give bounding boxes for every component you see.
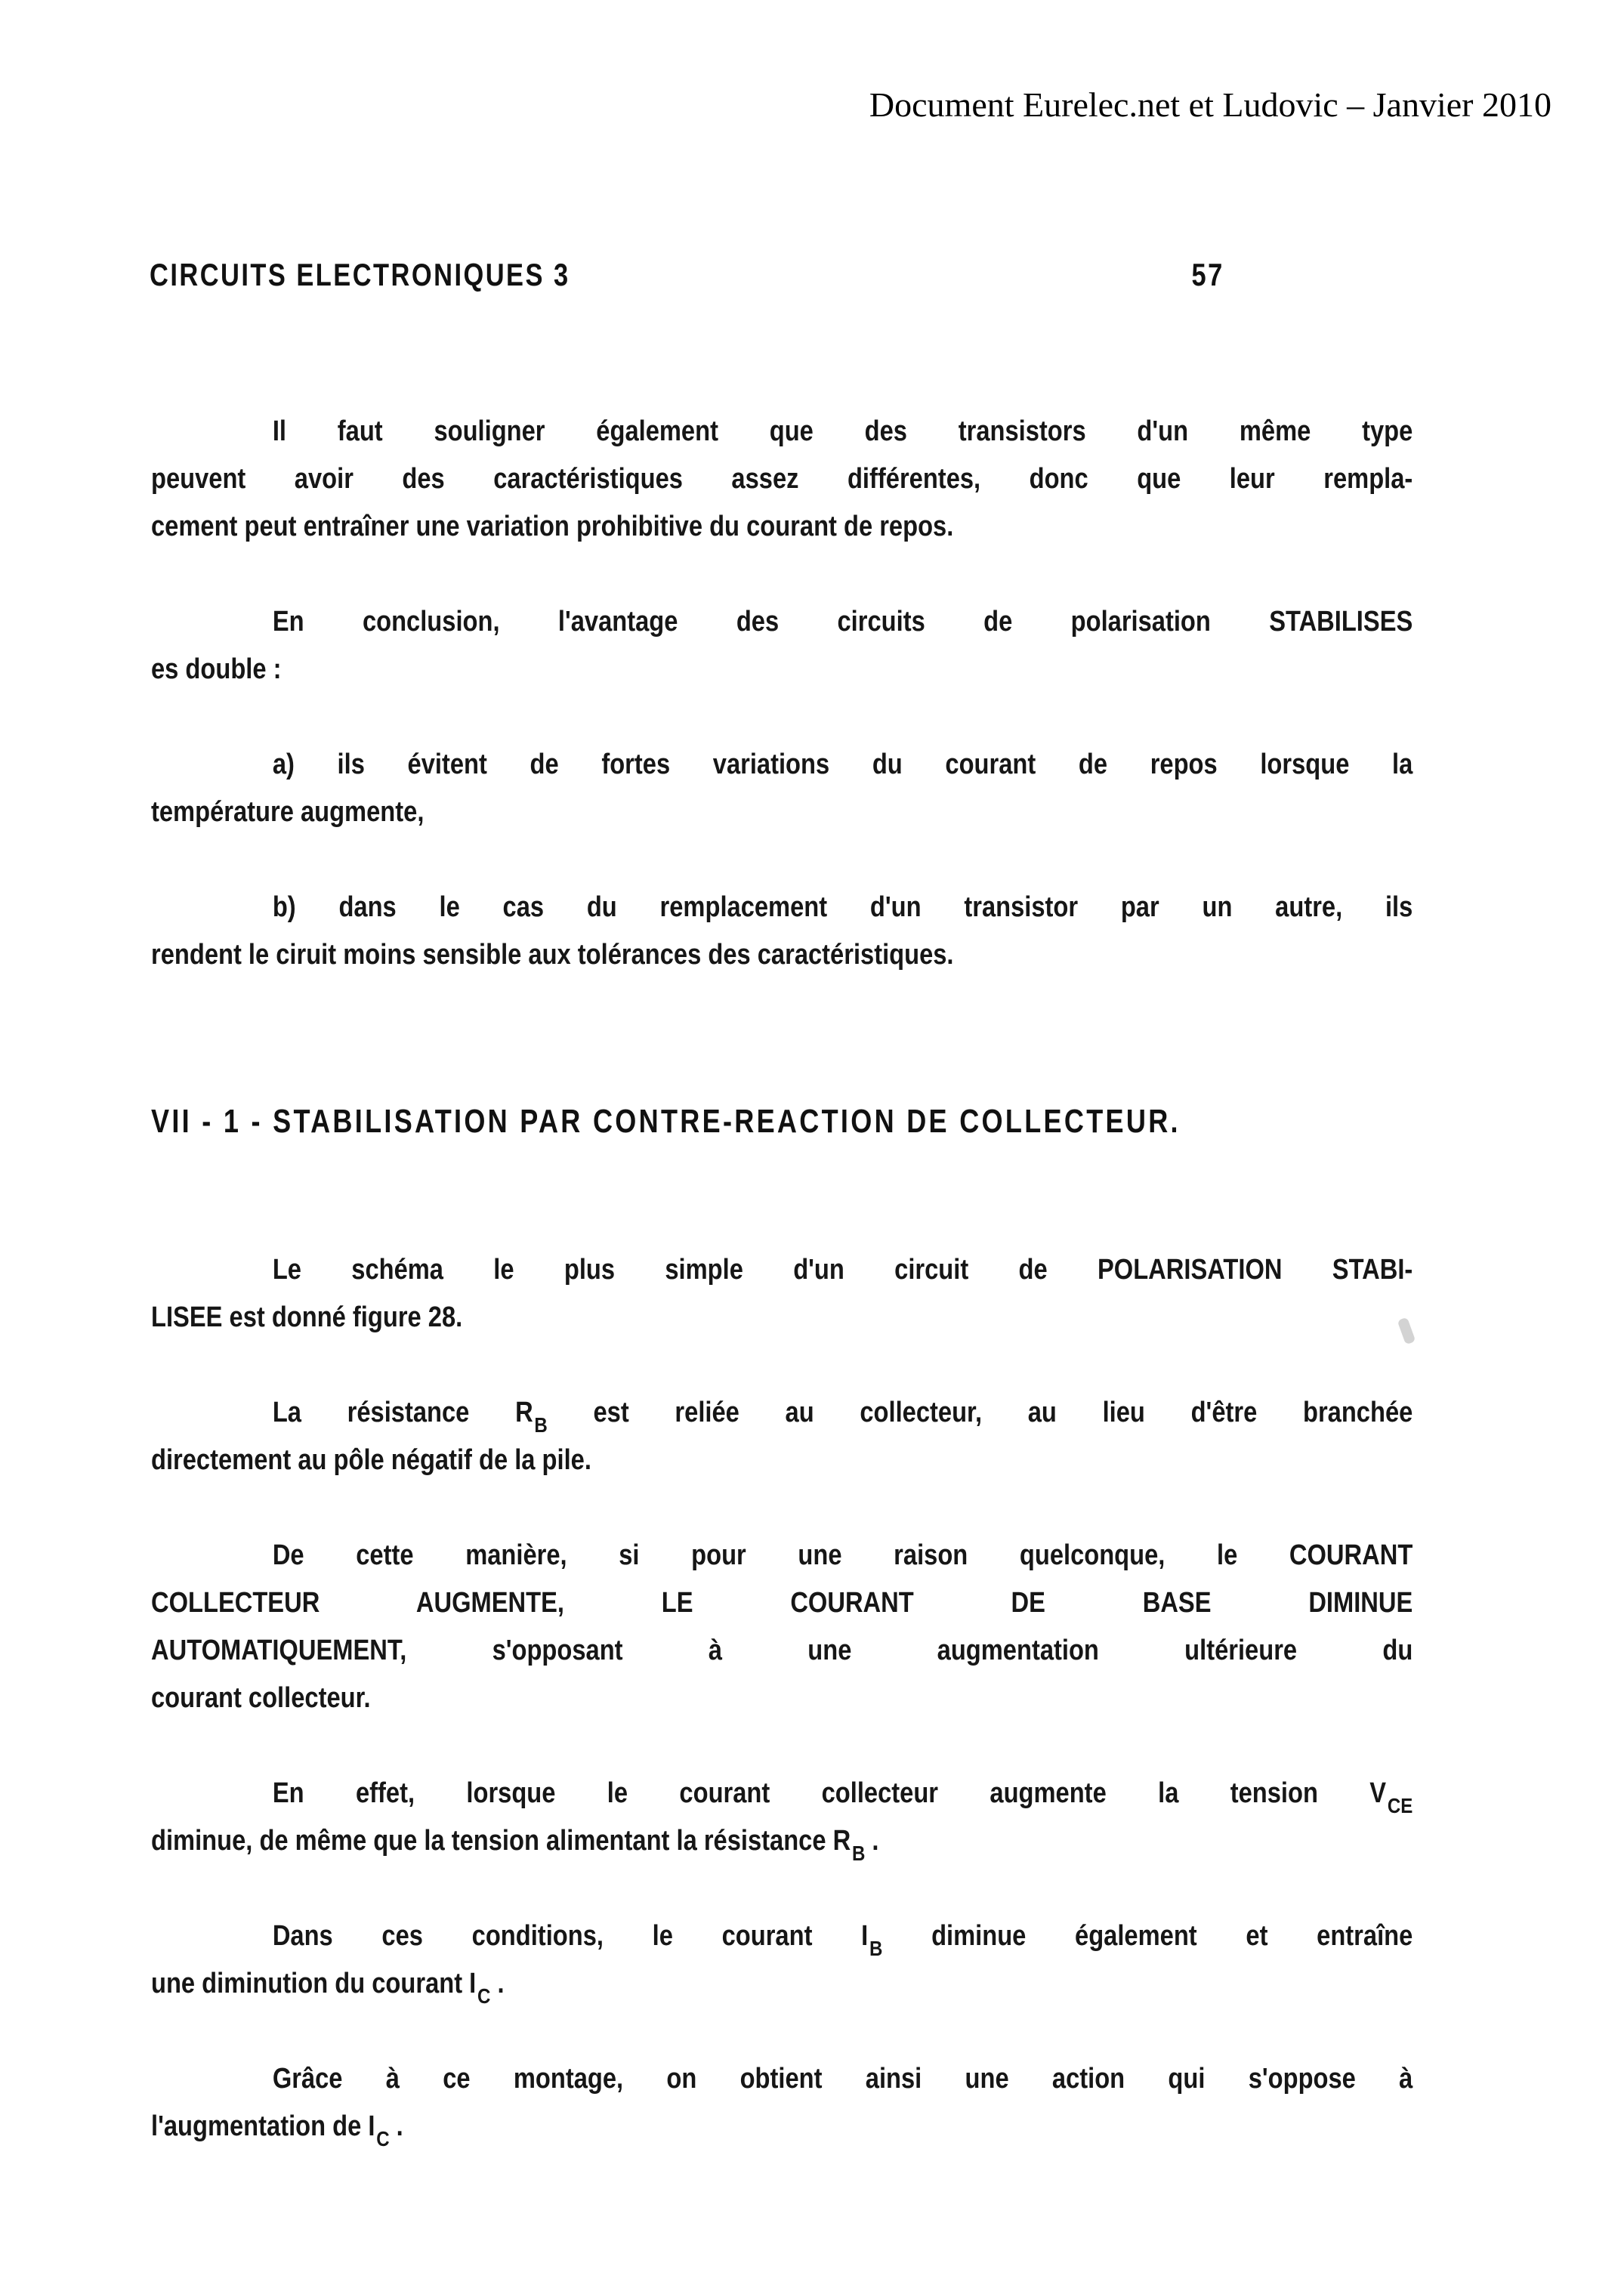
- subscript: CE: [1387, 1794, 1413, 1817]
- subscript: B: [869, 1937, 883, 1960]
- section-heading: VII - 1 - STABILISATION PAR CONTRE-REACTION DE COLLECTEUR.: [151, 1103, 1181, 1140]
- text-line: cement peut entraîner une variation prohibitive du courant de repos.: [151, 511, 954, 542]
- text-line: peuvent avoir des caractéristiques assez différentes, donc que leur rempla-: [151, 463, 1413, 495]
- text-line: a) ils évitent de fortes variations du courant de repos lorsque la: [272, 749, 1413, 780]
- text-line: directement au pôle négatif de la pile.: [151, 1444, 591, 1476]
- text-fragment: .: [490, 1968, 505, 1999]
- page-number: 57: [1191, 257, 1224, 292]
- paragraph-simplest-scheme: [151, 1246, 1413, 1342]
- text-line: En conclusion, l'avantage des circuits de polarisation STABILISES: [272, 606, 1413, 638]
- text-line: b) dans le cas du remplacement d'un transistor par un autre, ils: [272, 891, 1413, 923]
- paragraph-transistor-variation: [151, 408, 1413, 551]
- body-text-top: [151, 408, 1413, 979]
- paragraph-ib-decrease: [151, 1913, 1413, 2008]
- text-line: [151, 2103, 1413, 2150]
- text-line: [151, 1770, 1413, 1817]
- text-fragment: diminue également et entraîne: [882, 1920, 1413, 1952]
- paragraph-opposing-action: [151, 2055, 1413, 2150]
- paragraph-advantage-a: [151, 741, 1413, 836]
- text-line: AUTOMATIQUEMENT, s'opposant à une augmentation ultérieure du: [151, 1635, 1413, 1666]
- text-fragment: .: [389, 2110, 403, 2142]
- paragraph-feedback-mechanism: [151, 1532, 1413, 1722]
- text-fragment: En effet, lorsque le courant collecteur augmente la tension V: [272, 1777, 1387, 1809]
- paragraph-vce-decrease: [151, 1770, 1413, 1865]
- text-line: [151, 1913, 1413, 1960]
- body-text-section: [151, 1246, 1413, 2150]
- text-fragment: l'augmentation de I: [151, 2110, 375, 2142]
- text-line: [151, 1817, 1413, 1865]
- subscript: C: [477, 1984, 491, 2008]
- header-title: CIRCUITS ELECTRONIQUES 3: [150, 257, 570, 292]
- text-fragment: diminue, de même que la tension alimentant la résistance R: [151, 1825, 851, 1857]
- text-fragment: une diminution du courant I: [151, 1968, 477, 1999]
- text-fragment: .: [865, 1825, 879, 1857]
- running-header: [150, 257, 1419, 293]
- text-fragment: est reliée au collecteur, au lieu d'être branchée: [547, 1397, 1413, 1428]
- text-line: rendent le ciruit moins sensible aux tolérances des caractéristiques.: [151, 939, 954, 971]
- paragraph-resistance-rb: [151, 1389, 1413, 1484]
- subscript: C: [376, 2127, 390, 2150]
- text-line: LISEE est donné figure 28.: [151, 1301, 463, 1333]
- text-line: COLLECTEUR AUGMENTE, LE COURANT DE BASE DIMINUE: [151, 1587, 1413, 1619]
- paragraph-conclusion: [151, 598, 1413, 693]
- text-line: [151, 1960, 1413, 2008]
- document-watermark: Document Eurelec.net et Ludovic – Janvier 2010: [869, 85, 1551, 124]
- text-line: es double :: [151, 653, 282, 685]
- text-line: courant collecteur.: [151, 1682, 371, 1714]
- paragraph-advantage-b: [151, 884, 1413, 979]
- text-line: Le schéma le plus simple d'un circuit de POLARISATION STABI-: [272, 1254, 1413, 1286]
- text-line: [151, 1389, 1413, 1437]
- subscript: B: [534, 1413, 548, 1437]
- text-line: Grâce à ce montage, on obtient ainsi une action qui s'oppose à: [272, 2063, 1413, 2095]
- text-line: température augmente,: [151, 796, 425, 828]
- text-fragment: La résistance R: [272, 1397, 533, 1428]
- text-line: Il faut souligner également que des transistors d'un même type: [272, 415, 1413, 447]
- text-fragment: Dans ces conditions, le courant I: [272, 1920, 869, 1952]
- text-line: De cette manière, si pour une raison quelconque, le COURANT: [272, 1539, 1413, 1571]
- subscript: B: [851, 1842, 866, 1865]
